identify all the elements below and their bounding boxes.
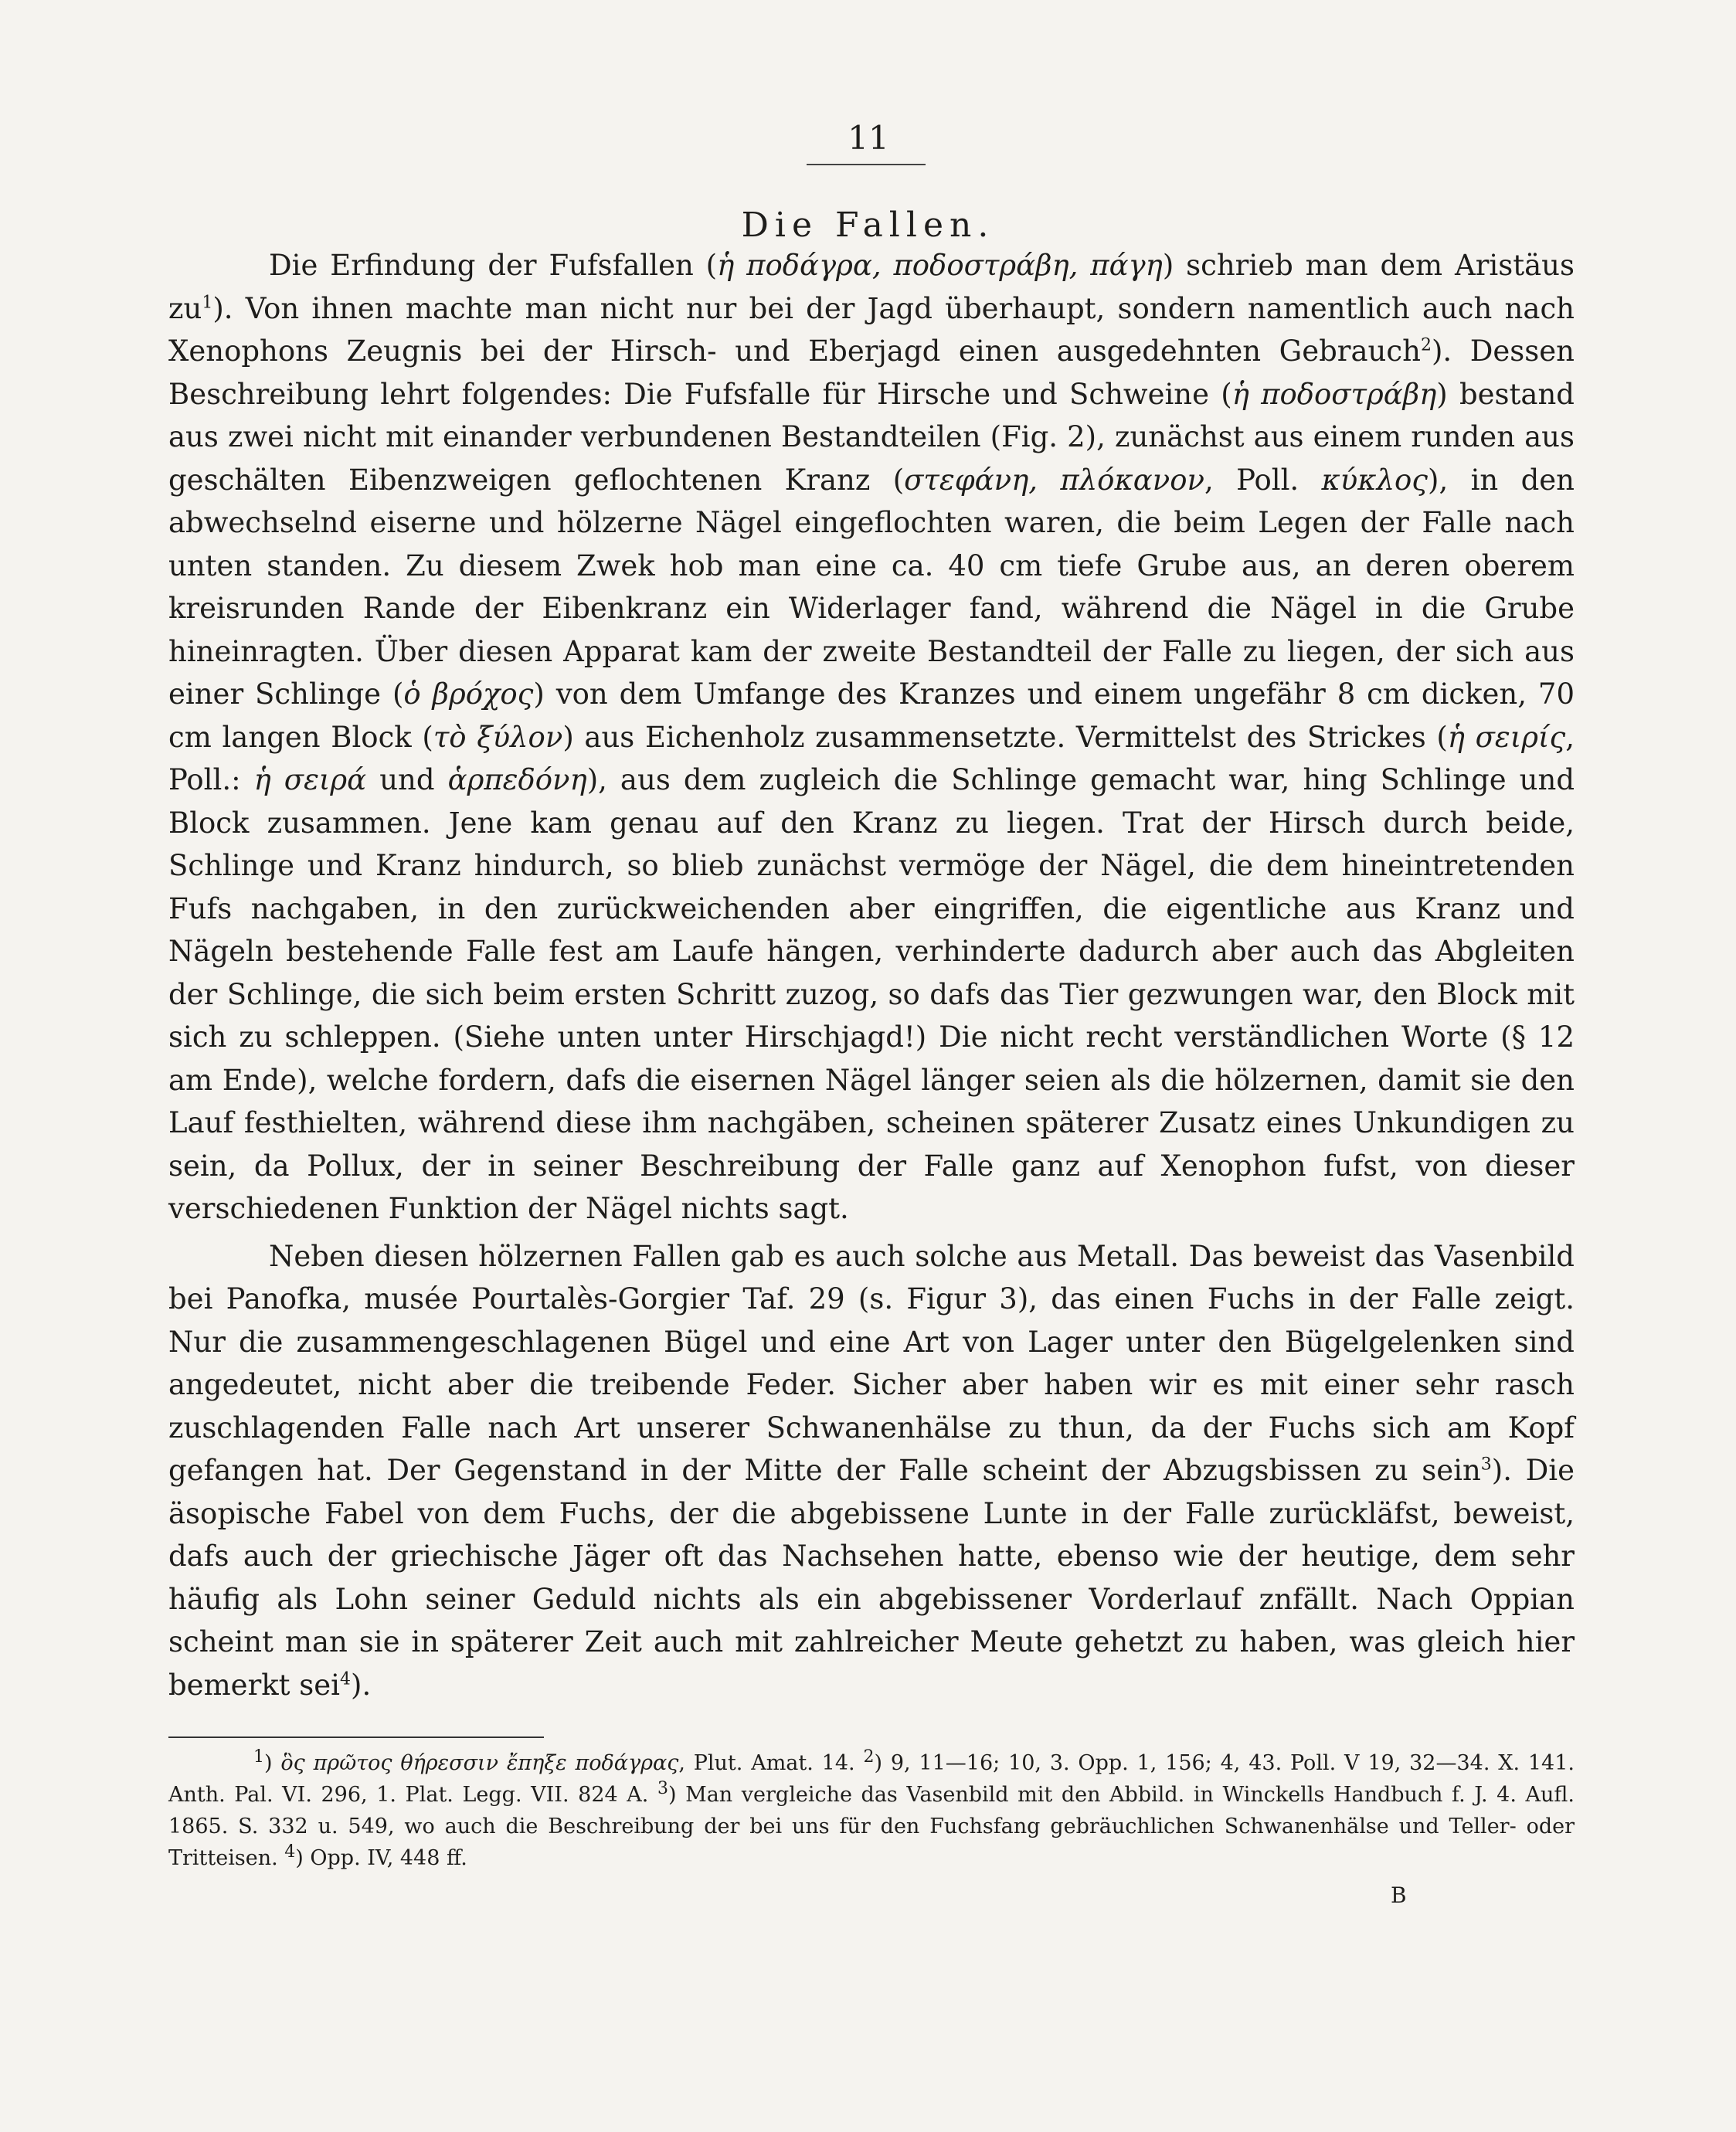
footnote-marker: 2 bbox=[863, 1747, 875, 1767]
text-run: , Plut. Amat. 14. bbox=[678, 1751, 864, 1775]
text-run: ) Man vergleiche das Vasenbild mit den Abbild. in Winckells Handbuch f. J. 4. Aufl. 1865. S. 332 u. 549, wo auch die Beschreibung der bei uns für den Fuchsfang gebräuchlichen Schwanenhälse und Teller- oder Tritteisen. bbox=[168, 1783, 1575, 1870]
footnote-rule bbox=[168, 1736, 544, 1738]
paragraph-1 bbox=[168, 244, 1575, 1231]
footnote-ref: 2 bbox=[1420, 335, 1432, 355]
page-number-rule bbox=[807, 164, 926, 165]
text-run: ). Von ihnen machte man nicht nur bei der Jagd überhaupt, sondern namentlich auch nach Xenophons Zeugnis bei der Hirsch- und Eberjagd einen ausgedehnten Gebrauch bbox=[168, 291, 1575, 368]
footnote-marker: 4 bbox=[284, 1842, 296, 1862]
section-title: Die Fallen. bbox=[741, 205, 995, 245]
paragraph-2 bbox=[168, 1235, 1575, 1707]
text-run: ) Opp. IV, 448 ff. bbox=[295, 1846, 467, 1870]
text-run: ). Die äsopische Fabel von dem Fuchs, der die abgebissene Lunte in der Falle zurückläfst, beweist, dafs auch der griechische Jäger oft das Nachsehen hatte, ebenso wie der heutige, dem sehr häufig als Lohn seiner Geduld nichts als ein abgebissener Vorderlauf znfällt. Nach Oppian scheint man sie in späterer Zeit auch mit zahlreicher Meute gehetzt zu haben, was gleich hier bemerkt sei bbox=[168, 1454, 1575, 1702]
signature-mark: B bbox=[1391, 1882, 1407, 1908]
footnote-marker: 1 bbox=[253, 1747, 264, 1767]
greek-term: ἡ σειρά bbox=[253, 763, 367, 796]
text-run: ) aus Eichenholz zusammensetzte. Vermittelst des Strickes ( bbox=[562, 720, 1448, 754]
greek-quote: ὃς πρῶτος θήρεσσιν ἔπηξε ποδάγρας bbox=[280, 1751, 679, 1775]
text-run: Die Erfindung der Fufsfallen ( bbox=[269, 249, 718, 282]
footnotes bbox=[168, 1747, 1575, 1874]
footnote-ref: 1 bbox=[202, 293, 213, 313]
text-run: ). bbox=[351, 1668, 372, 1702]
footnote-ref: 4 bbox=[340, 1669, 352, 1689]
text-run: ) bbox=[264, 1751, 281, 1775]
page-number: 11 bbox=[848, 119, 889, 157]
greek-term: ὁ βρόχος bbox=[403, 677, 534, 711]
footnote-marker: 3 bbox=[657, 1779, 668, 1798]
body-text bbox=[168, 244, 1575, 1706]
greek-term: ἡ ποδοστράβη bbox=[1232, 377, 1437, 411]
text-run: ) 9, 11—16; 10, 3. Opp. 1, 156; 4, 43. Poll. V 19, 32—34. X. 141. Anth. Pal. VI. 296, 1. Plat. Legg. VII. 824 A. bbox=[168, 1751, 1575, 1807]
text-run: ) bestand aus zwei nicht mit einander verbundenen Bestandteilen (Fig. 2), zunächst aus einem runden aus geschälten Eibenzweigen geflochtenen Kranz ( bbox=[168, 377, 1575, 497]
footnote-block bbox=[168, 1747, 1575, 1874]
text-run: , Poll. bbox=[1204, 463, 1322, 497]
greek-term: ἡ ποδάγρα, ποδοστράβη, πάγη bbox=[717, 249, 1163, 282]
text-run: , Poll.: bbox=[168, 720, 1575, 796]
text-run: und bbox=[366, 763, 448, 796]
text-run: Neben diesen hölzernen Fallen gab es auch solche aus Metall. Das beweist das Vasenbild bei Panofka, musée Pourtalès-Gorgier Taf. 29 (s. Figur 3), das einen Fuchs in der Falle zeigt. Nur die zusammengeschlagenen Bügel und eine Art von Lager unter den Bügelgelenken sind angedeutet, nicht aber die treibende Feder. Sicher aber haben wir es mit einer sehr rasch zuschlagenden Falle nach Art unserer Schwanenhälse zu thun, da der Fuchs sich am Kopf gefangen hat. Der Gegenstand in der Mitte der Falle scheint der Abzugsbissen zu sein bbox=[168, 1239, 1575, 1487]
footnote-ref: 3 bbox=[1480, 1455, 1492, 1475]
text-run: ) schrieb man dem Aristäus zu bbox=[168, 249, 1575, 325]
text-run: ) von dem Umfange des Kranzes und einem ungefähr 8 cm dicken, 70 cm langen Block ( bbox=[168, 677, 1575, 754]
greek-term: κύκλος bbox=[1321, 463, 1429, 497]
greek-term: τὸ ξύλον bbox=[433, 720, 563, 754]
greek-term: ἁρπεδόνη bbox=[447, 763, 587, 796]
text-run: ), aus dem zugleich die Schlinge gemacht war, hing Schlinge und Block zusammen. Jene kam genau auf den Kranz zu liegen. Trat der Hirsch durch beide, Schlinge und Kranz hindurch, so blieb zunächst vermöge der Nägel, die dem hineintretenden Fufs nachgaben, in den zurückweichenden aber eingriffen, die eigentliche aus Kranz und Nägeln bestehende Falle fest am Laufe hängen, verhinderte dadurch aber auch das Abgleiten der Schlinge, die sich beim ersten Schritt zuzog, so dafs das Tier gezwungen war, den Block mit sich zu schleppen. (Siehe unten unter Hirschjagd!) Die nicht recht verständlichen Worte (§ 12 am Ende), welche fordern, dafs die eisernen Nägel länger seien als die hölzernen, damit sie den Lauf festhielten, während diese ihm nachgäben, scheinen späterer Zusatz eines Unkundigen zu sein, da Pollux, der in seiner Beschreibung der Falle ganz auf Xenophon fufst, von dieser verschiedenen Funktion der Nägel nichts sagt. bbox=[168, 763, 1575, 1225]
greek-term: στεφάνη, πλόκανον bbox=[904, 463, 1204, 497]
text-run: ), in den abwechselnd eiserne und hölzerne Nägel eingeflochten waren, die beim Legen der Falle nach unten standen. Zu diesem Zwek hob man eine ca. 40 cm tiefe Grube aus, an deren oberem kreisrunden Rande der Eibenkranz ein Widerlager fand, während die Nägel in die Grube hineinragten. Über diesen Apparat kam der zweite Bestandteil der Falle zu liegen, der sich aus einer Schlinge ( bbox=[168, 463, 1575, 711]
greek-term: ἡ σειρίς bbox=[1447, 720, 1566, 754]
text-run: ). Dessen Beschreibung lehrt folgendes: Die Fufsfalle für Hirsche und Schweine ( bbox=[168, 334, 1575, 411]
